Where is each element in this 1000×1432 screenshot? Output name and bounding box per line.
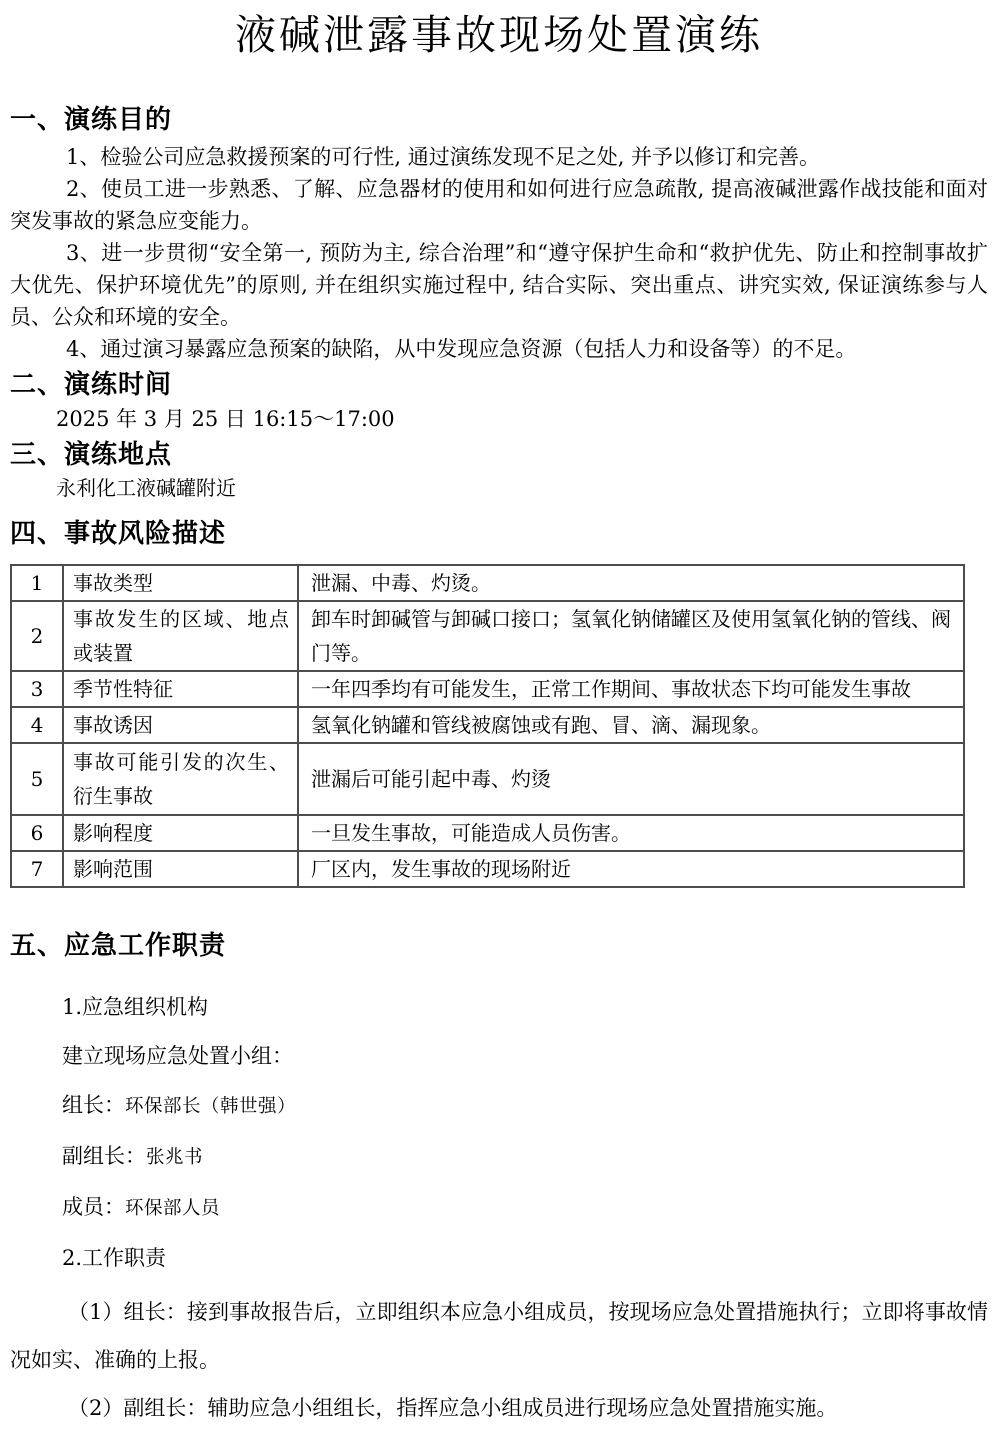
deputy-value: 张兆书 bbox=[146, 1147, 204, 1168]
section-1-paragraph-1: 1、检验公司应急救援预案的可行性, 通过演练发现不足之处, 并予以修订和完善。 bbox=[66, 145, 821, 169]
section-1-heading: 一、演练目的 bbox=[10, 105, 173, 135]
risk-desc-cell: 泄漏后可能引起中毒、灼烫 bbox=[298, 743, 964, 815]
table-row bbox=[11, 743, 964, 815]
deputy-leader-line bbox=[10, 1140, 988, 1174]
risk-desc-cell: 氢氧化钠罐和管线被腐蚀或有跑、冒、滴、漏现象。 bbox=[298, 707, 964, 743]
members-value: 环保部人员 bbox=[125, 1198, 221, 1219]
leader-label: 组长： bbox=[62, 1093, 125, 1117]
row-number-cell: 4 bbox=[11, 707, 63, 743]
section-2-heading: 二、演练时间 bbox=[10, 370, 173, 400]
section-1-paragraph-4: 4、通过演习暴露应急预案的缺陷，从中发现应急资源（包括人力和设备等）的不足。 bbox=[66, 337, 857, 361]
members-line bbox=[10, 1191, 988, 1225]
risk-desc-cell: 厂区内，发生事故的现场附近 bbox=[298, 851, 964, 887]
deputy-label: 副组长： bbox=[62, 1144, 146, 1168]
section-1-paragraph-3: 3、进一步贯彻“安全第一, 预防为主, 综合治理”和“遵守保护生命和“救护优先、防止和控制事故扩大优先、保护环境优先”的原则, 并在组织实施过程中, 结合实际、突出重点、讲究实效, 保证演练参与人员、公众和环境的安全。 bbox=[10, 241, 988, 329]
risk-desc-cell: 一旦发生事故，可能造成人员伤害。 bbox=[298, 815, 964, 851]
table-row bbox=[11, 671, 964, 707]
table-row bbox=[11, 851, 964, 887]
document-title: 液碱泄露事故现场处置演练 bbox=[235, 11, 763, 59]
risk-label-cell: 事故诱因 bbox=[63, 707, 298, 743]
risk-desc-cell: 一年四季均有可能发生，正常工作期间、事故状态下均可能发生事故 bbox=[298, 671, 964, 707]
work-duty-item: 2.工作职责 bbox=[62, 1246, 167, 1270]
row-number-cell: 2 bbox=[11, 601, 63, 671]
risk-desc-cell: 泄漏、中毒、灼烫。 bbox=[298, 565, 964, 601]
duty-paragraph-2: （2）副组长：辅助应急小组组长，指挥应急小组成员进行现场应急处置措施实施。 bbox=[68, 1396, 838, 1420]
row-number-cell: 7 bbox=[11, 851, 63, 887]
section-1-paragraph-2: 2、使员工进一步熟悉、了解、应急器材的使用和如何进行应急疏散, 提高液碱泄露作战技能和面对突发事故的紧急应变能力。 bbox=[10, 177, 988, 233]
row-number-cell: 6 bbox=[11, 815, 63, 851]
duty-paragraph-1: （1）组长：接到事故报告后，立即组织本应急小组成员，按现场应急处置措施执行；立即将事故情况如实、准确的上报。 bbox=[10, 1300, 988, 1372]
row-number-cell: 5 bbox=[11, 743, 63, 815]
section-4-heading: 四、事故风险描述 bbox=[10, 519, 227, 549]
members-label: 成员： bbox=[62, 1195, 125, 1219]
drill-time: 2025 年 3 月 25 日 16:15～17:00 bbox=[56, 407, 395, 431]
risk-label-cell: 事故类型 bbox=[63, 565, 298, 601]
table-row bbox=[11, 601, 964, 671]
risk-label-cell: 事故发生的区域、地点或装置 bbox=[63, 601, 298, 671]
table-row bbox=[11, 707, 964, 743]
row-number-cell: 1 bbox=[11, 565, 63, 601]
org-structure-item: 1.应急组织机构 bbox=[62, 995, 209, 1019]
drill-location: 永利化工液碱罐附近 bbox=[56, 476, 236, 500]
setup-team-line: 建立现场应急处置小组： bbox=[62, 1044, 293, 1068]
risk-label-cell: 影响范围 bbox=[63, 851, 298, 887]
row-number-cell: 3 bbox=[11, 671, 63, 707]
section-5-heading: 五、应急工作职责 bbox=[10, 931, 227, 961]
risk-description-table bbox=[10, 564, 965, 888]
risk-label-cell: 季节性特征 bbox=[63, 671, 298, 707]
section-3-heading: 三、演练地点 bbox=[10, 440, 173, 470]
team-leader-line bbox=[10, 1089, 988, 1123]
risk-desc-cell: 卸车时卸碱管与卸碱口接口；氢氧化钠储罐区及使用氢氧化钠的管线、阀门等。 bbox=[298, 601, 964, 671]
table-row bbox=[11, 815, 964, 851]
risk-label-cell: 影响程度 bbox=[63, 815, 298, 851]
table-row bbox=[11, 565, 964, 601]
risk-label-cell: 事故可能引发的次生、衍生事故 bbox=[63, 743, 298, 815]
leader-value: 环保部长（韩世强） bbox=[125, 1096, 297, 1117]
